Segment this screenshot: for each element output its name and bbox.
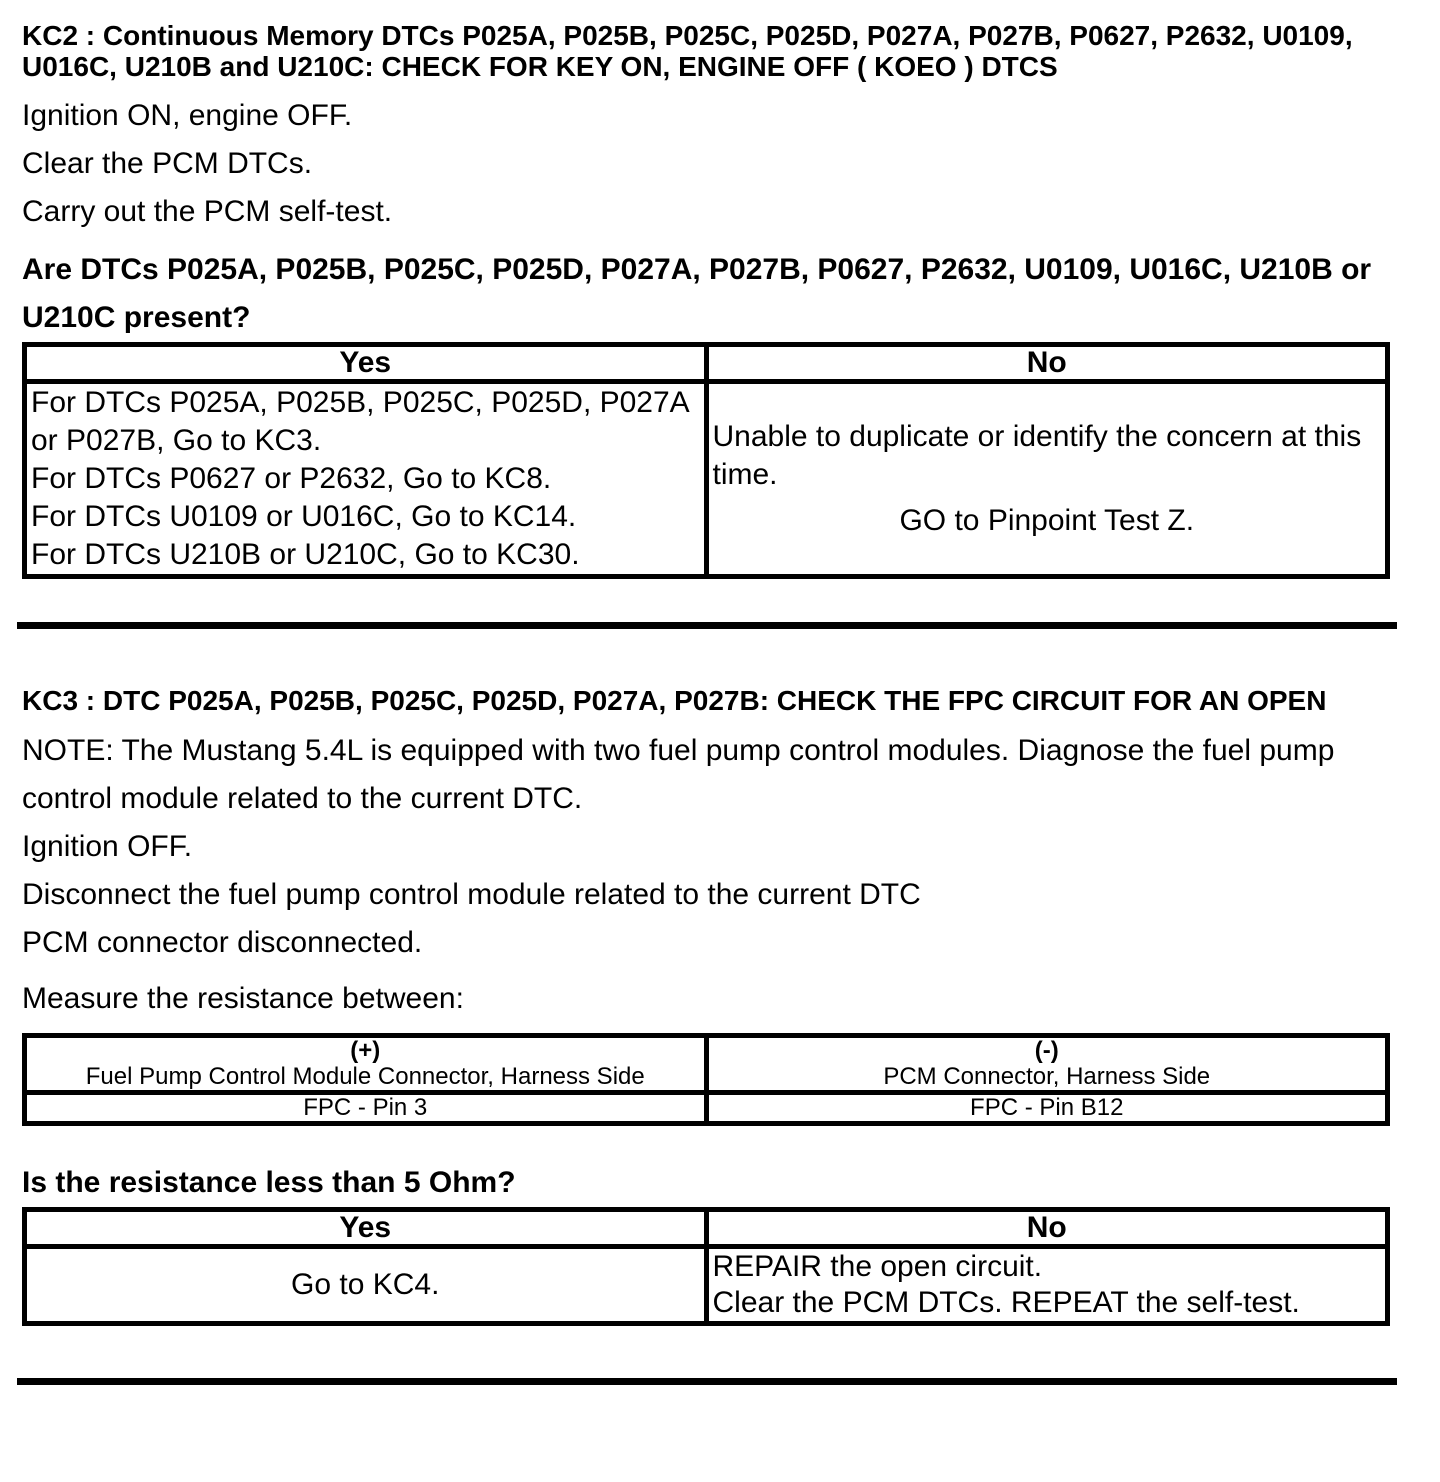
positive-pin-cell: FPC - Pin 3 (25, 1093, 707, 1124)
negative-pin-cell: FPC - Pin B12 (706, 1093, 1388, 1124)
kc3-question: Is the resistance less than 5 Ohm? (22, 1166, 516, 1199)
kc3-section-heading: KC3 : DTC P025A, P025B, P025C, P025D, P027A, P027B: CHECK THE FPC CIRCUIT FOR AN OPEN (22, 685, 1327, 716)
kc2-yes-cell (25, 382, 707, 577)
resistance-measurement-table (22, 1033, 1390, 1126)
kc2-step: Clear the PCM DTCs. (22, 147, 313, 180)
no-header-cell: No (706, 345, 1388, 382)
yes-instruction: For DTCs U210B or U210C, Go to KC30. (31, 538, 580, 571)
positive-lead-header (25, 1036, 707, 1093)
yes-header-cell: Yes (25, 345, 707, 382)
kc3-result-table (22, 1207, 1390, 1326)
no-instruction: REPAIR the open circuit. (712, 1250, 1043, 1283)
no-instruction: Clear the PCM DTCs. REPEAT the self-test. (712, 1286, 1300, 1319)
measurement-header-row (25, 1036, 1388, 1093)
kc3-no-cell (706, 1247, 1388, 1324)
table-header-row (25, 1210, 1388, 1247)
table-header-row (25, 345, 1388, 382)
measure-intro: Measure the resistance between: (22, 982, 464, 1015)
kc2-no-cell (706, 382, 1388, 577)
section-divider (17, 622, 1397, 629)
negative-symbol: (-) (1034, 1037, 1059, 1064)
section-divider (17, 1378, 1397, 1385)
positive-label: Fuel Pump Control Module Connector, Harness Side (85, 1063, 645, 1090)
kc3-step: Disconnect the fuel pump control module related to the current DTC (22, 878, 921, 911)
yes-instruction: For DTCs P025A, P025B, P025C, P025D, P027A or P027B, Go to KC3. (31, 386, 689, 457)
kc2-step: Ignition ON, engine OFF. (22, 99, 353, 132)
yes-instruction: For DTCs P0627 or P2632, Go to KC8. (31, 462, 552, 495)
kc2-question: Are DTCs P025A, P025B, P025C, P025D, P027A, P027B, P0627, P2632, U0109, U016C, U210B or U210C present? (22, 253, 1372, 334)
table-body-row (25, 382, 1388, 577)
kc3-step: PCM connector disconnected. (22, 926, 423, 959)
table-body-row (25, 1247, 1388, 1324)
no-instruction: Unable to duplicate or identify the concern at this time. (712, 420, 1362, 491)
kc3-note: NOTE: The Mustang 5.4L is equipped with two fuel pump control modules. Diagnose the fuel pump control module related to the current DTC. (22, 734, 1335, 815)
kc2-step: Carry out the PCM self-test. (22, 195, 393, 228)
negative-lead-header (706, 1036, 1388, 1093)
negative-label: PCM Connector, Harness Side (883, 1063, 1211, 1090)
yes-header-cell: Yes (25, 1210, 707, 1247)
kc3-yes-cell: Go to KC4. (25, 1247, 707, 1324)
measurement-pin-row (25, 1093, 1388, 1124)
yes-instruction: For DTCs U0109 or U016C, Go to KC14. (31, 500, 577, 533)
positive-symbol: (+) (350, 1037, 381, 1064)
no-action: GO to Pinpoint Test Z. (899, 504, 1195, 537)
no-header-cell: No (706, 1210, 1388, 1247)
kc3-step: Ignition OFF. (22, 830, 193, 863)
kc2-result-table (22, 342, 1390, 579)
kc2-section-heading: KC2 : Continuous Memory DTCs P025A, P025B, P025C, P025D, P027A, P027B, P0627, P2632, U0109, U016C, U210B and U210C: CHECK FOR KEY ON, ENGINE OFF ( KOEO ) DTCS (22, 20, 1353, 82)
